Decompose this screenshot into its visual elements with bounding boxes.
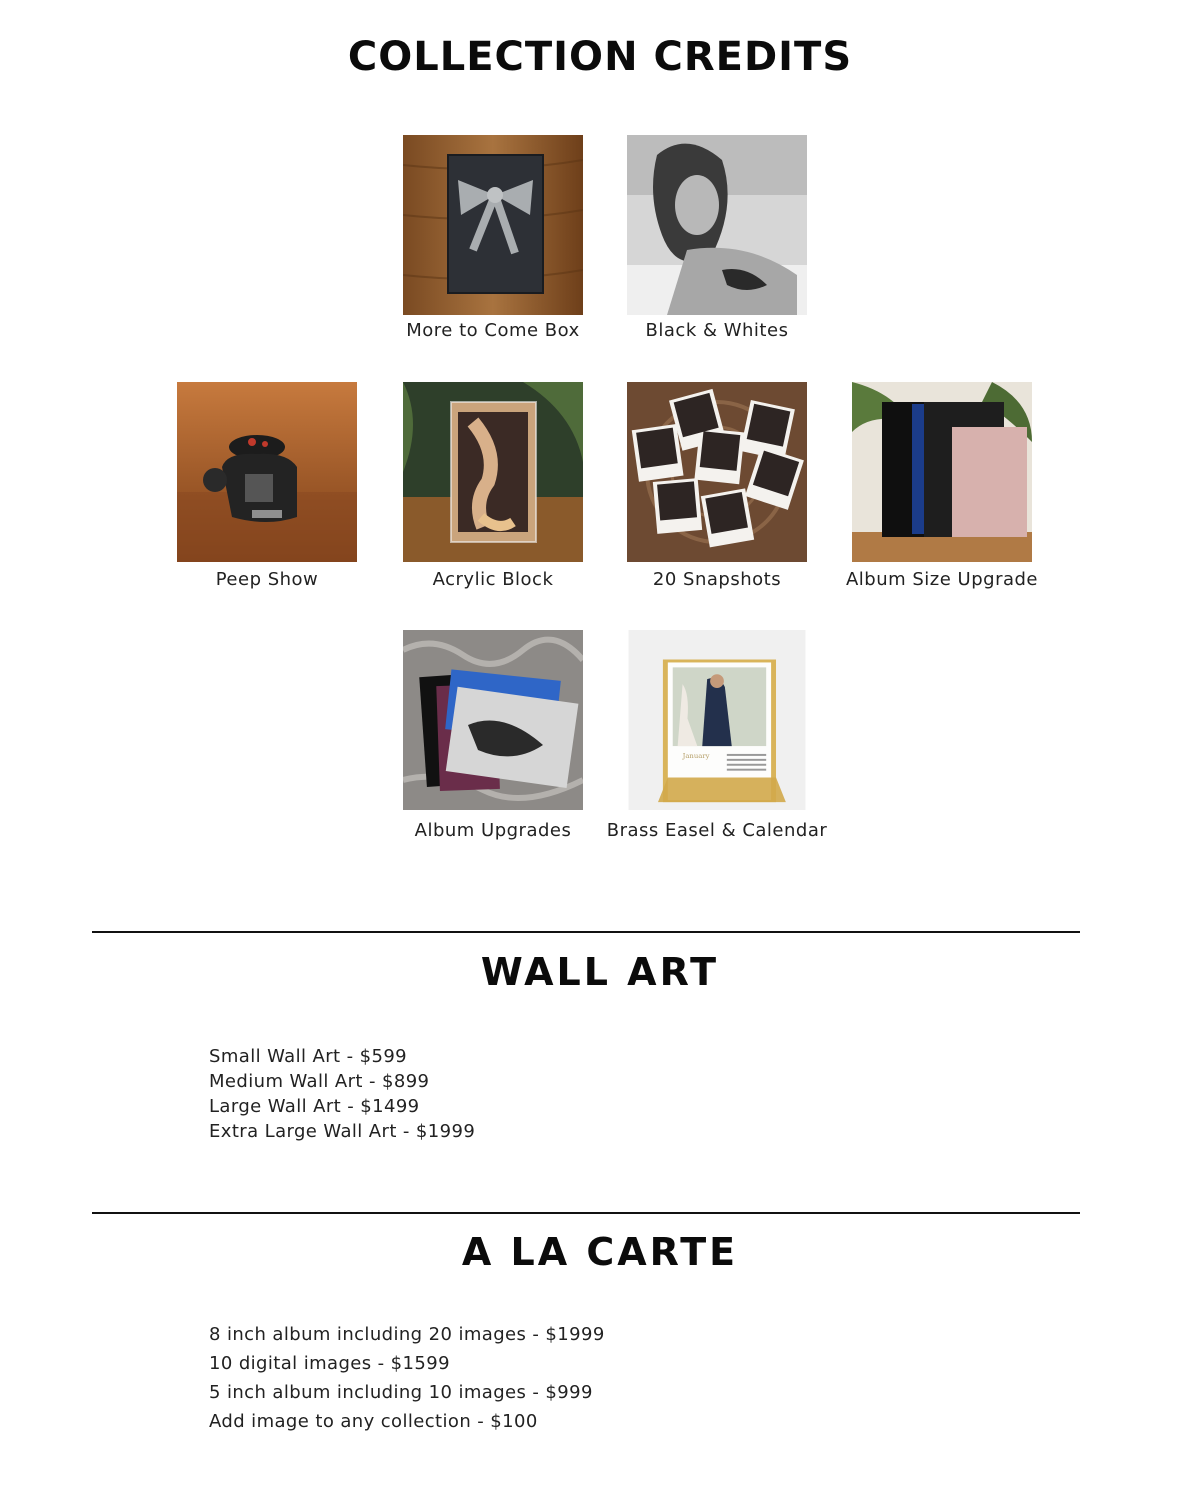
peep-show-label: Peep Show (215, 569, 319, 590)
divider (92, 931, 1080, 933)
collection-title: COLLECTION CREDITS (347, 34, 853, 80)
acrylic-block-label: Acrylic Block (432, 569, 554, 590)
black-and-whites-label: Black & Whites (645, 320, 789, 341)
brass-easel-calendar-image[interactable] (627, 630, 807, 813)
list-item: Medium Wall Art - $899 (209, 1071, 430, 1092)
album-size-upgrade-label: Album Size Upgrade (845, 569, 1039, 590)
more-to-come-box-label: More to Come Box (406, 320, 580, 341)
a-la-carte-list (209, 1320, 605, 1436)
a-la-carte-title: A LA CARTE (461, 1230, 739, 1274)
more-to-come-box-image[interactable] (403, 135, 583, 315)
peep-show-image[interactable] (177, 382, 357, 562)
list-item: Add image to any collection - $100 (209, 1411, 538, 1432)
svg-text:January: January (682, 751, 710, 760)
20-snapshots-label: 20 Snapshots (652, 569, 782, 590)
20-snapshots-image[interactable] (627, 382, 807, 562)
black-and-whites-image[interactable] (627, 135, 807, 315)
list-item: Small Wall Art - $599 (209, 1046, 408, 1067)
list-item: Extra Large Wall Art - $1999 (209, 1121, 476, 1142)
album-upgrades-label: Album Upgrades (414, 820, 572, 841)
album-size-upgrade-image[interactable] (852, 382, 1032, 562)
album-upgrades-image[interactable] (403, 630, 583, 810)
brass-easel-calendar-label: Brass Easel & Calendar (606, 820, 828, 841)
list-item: 8 inch album including 20 images - $1999 (209, 1324, 605, 1345)
wall-art-list (209, 1044, 475, 1144)
wall-art-title: WALL ART (480, 950, 720, 994)
list-item: 10 digital images - $1599 (209, 1353, 450, 1374)
list-item: Large Wall Art - $1499 (209, 1096, 420, 1117)
divider (92, 1212, 1080, 1214)
acrylic-block-image[interactable] (403, 382, 583, 562)
list-item: 5 inch album including 10 images - $999 (209, 1382, 593, 1403)
